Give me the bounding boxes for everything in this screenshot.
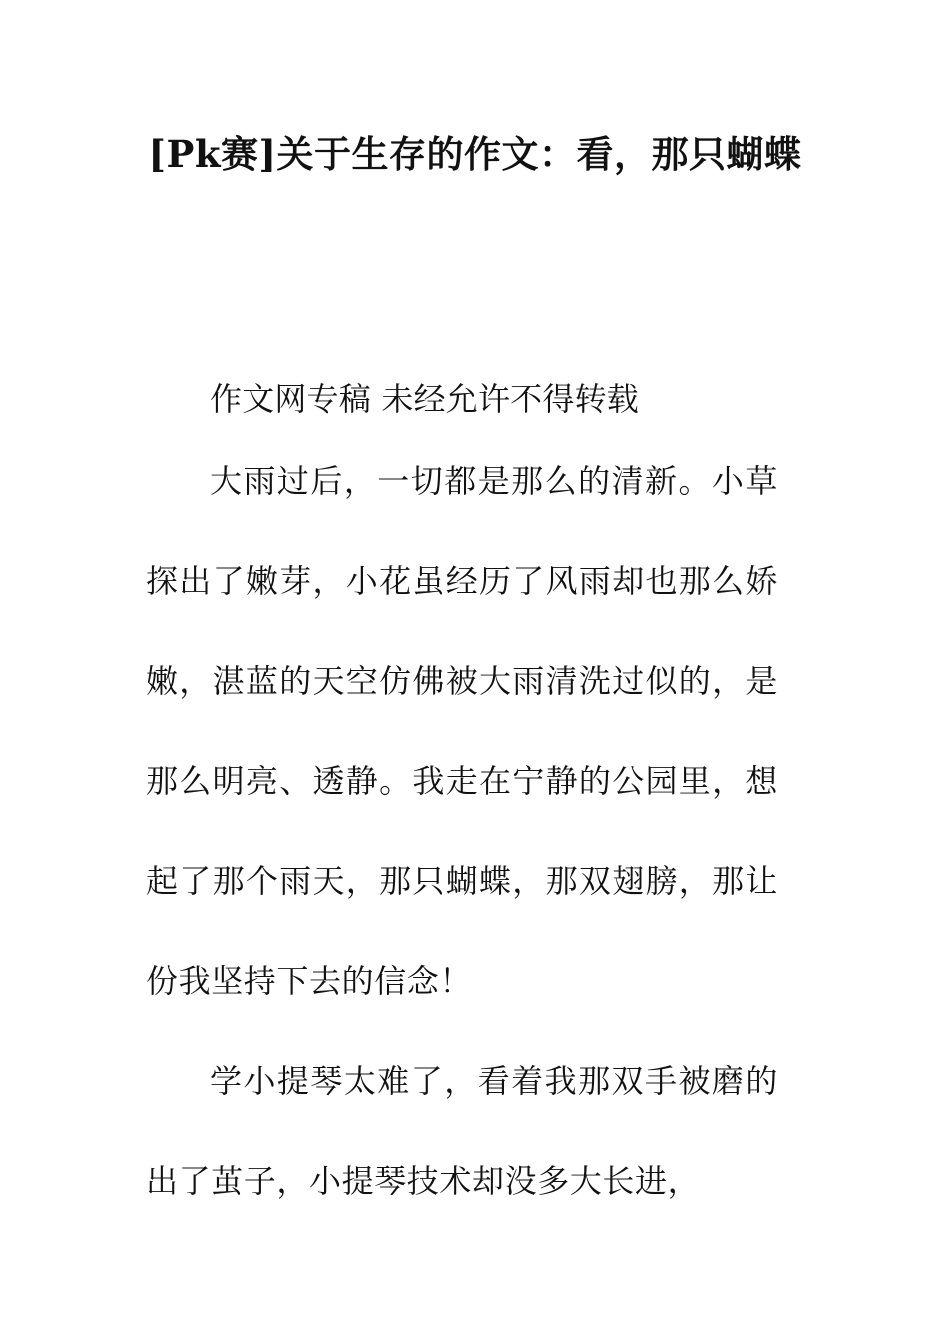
body-paragraph-1: 大雨过后，一切都是那么的清新。小草探出了嫩芽，小花虽经历了风雨却也那么娇嫩，湛蓝的天空仿佛被大雨清洗过似的，是那么明亮、透静。我走在宁静的公园里，想起了那个雨天，那只蝴蝶，那双翅膀，那让份我坚持下去的信念！ [146,462,778,1000]
body-paragraph-2: 学小提琴太难了，看着我那双手被磨的出了茧子，小提琴技术却没多大长进， [146,1062,778,1200]
copyright-notice: 作文网专稿 未经允许不得转载 [210,380,639,418]
document-title: [Pk赛]关于生存的作文：看，那只蝴蝶 [148,132,802,176]
document-body [146,370,778,1231]
